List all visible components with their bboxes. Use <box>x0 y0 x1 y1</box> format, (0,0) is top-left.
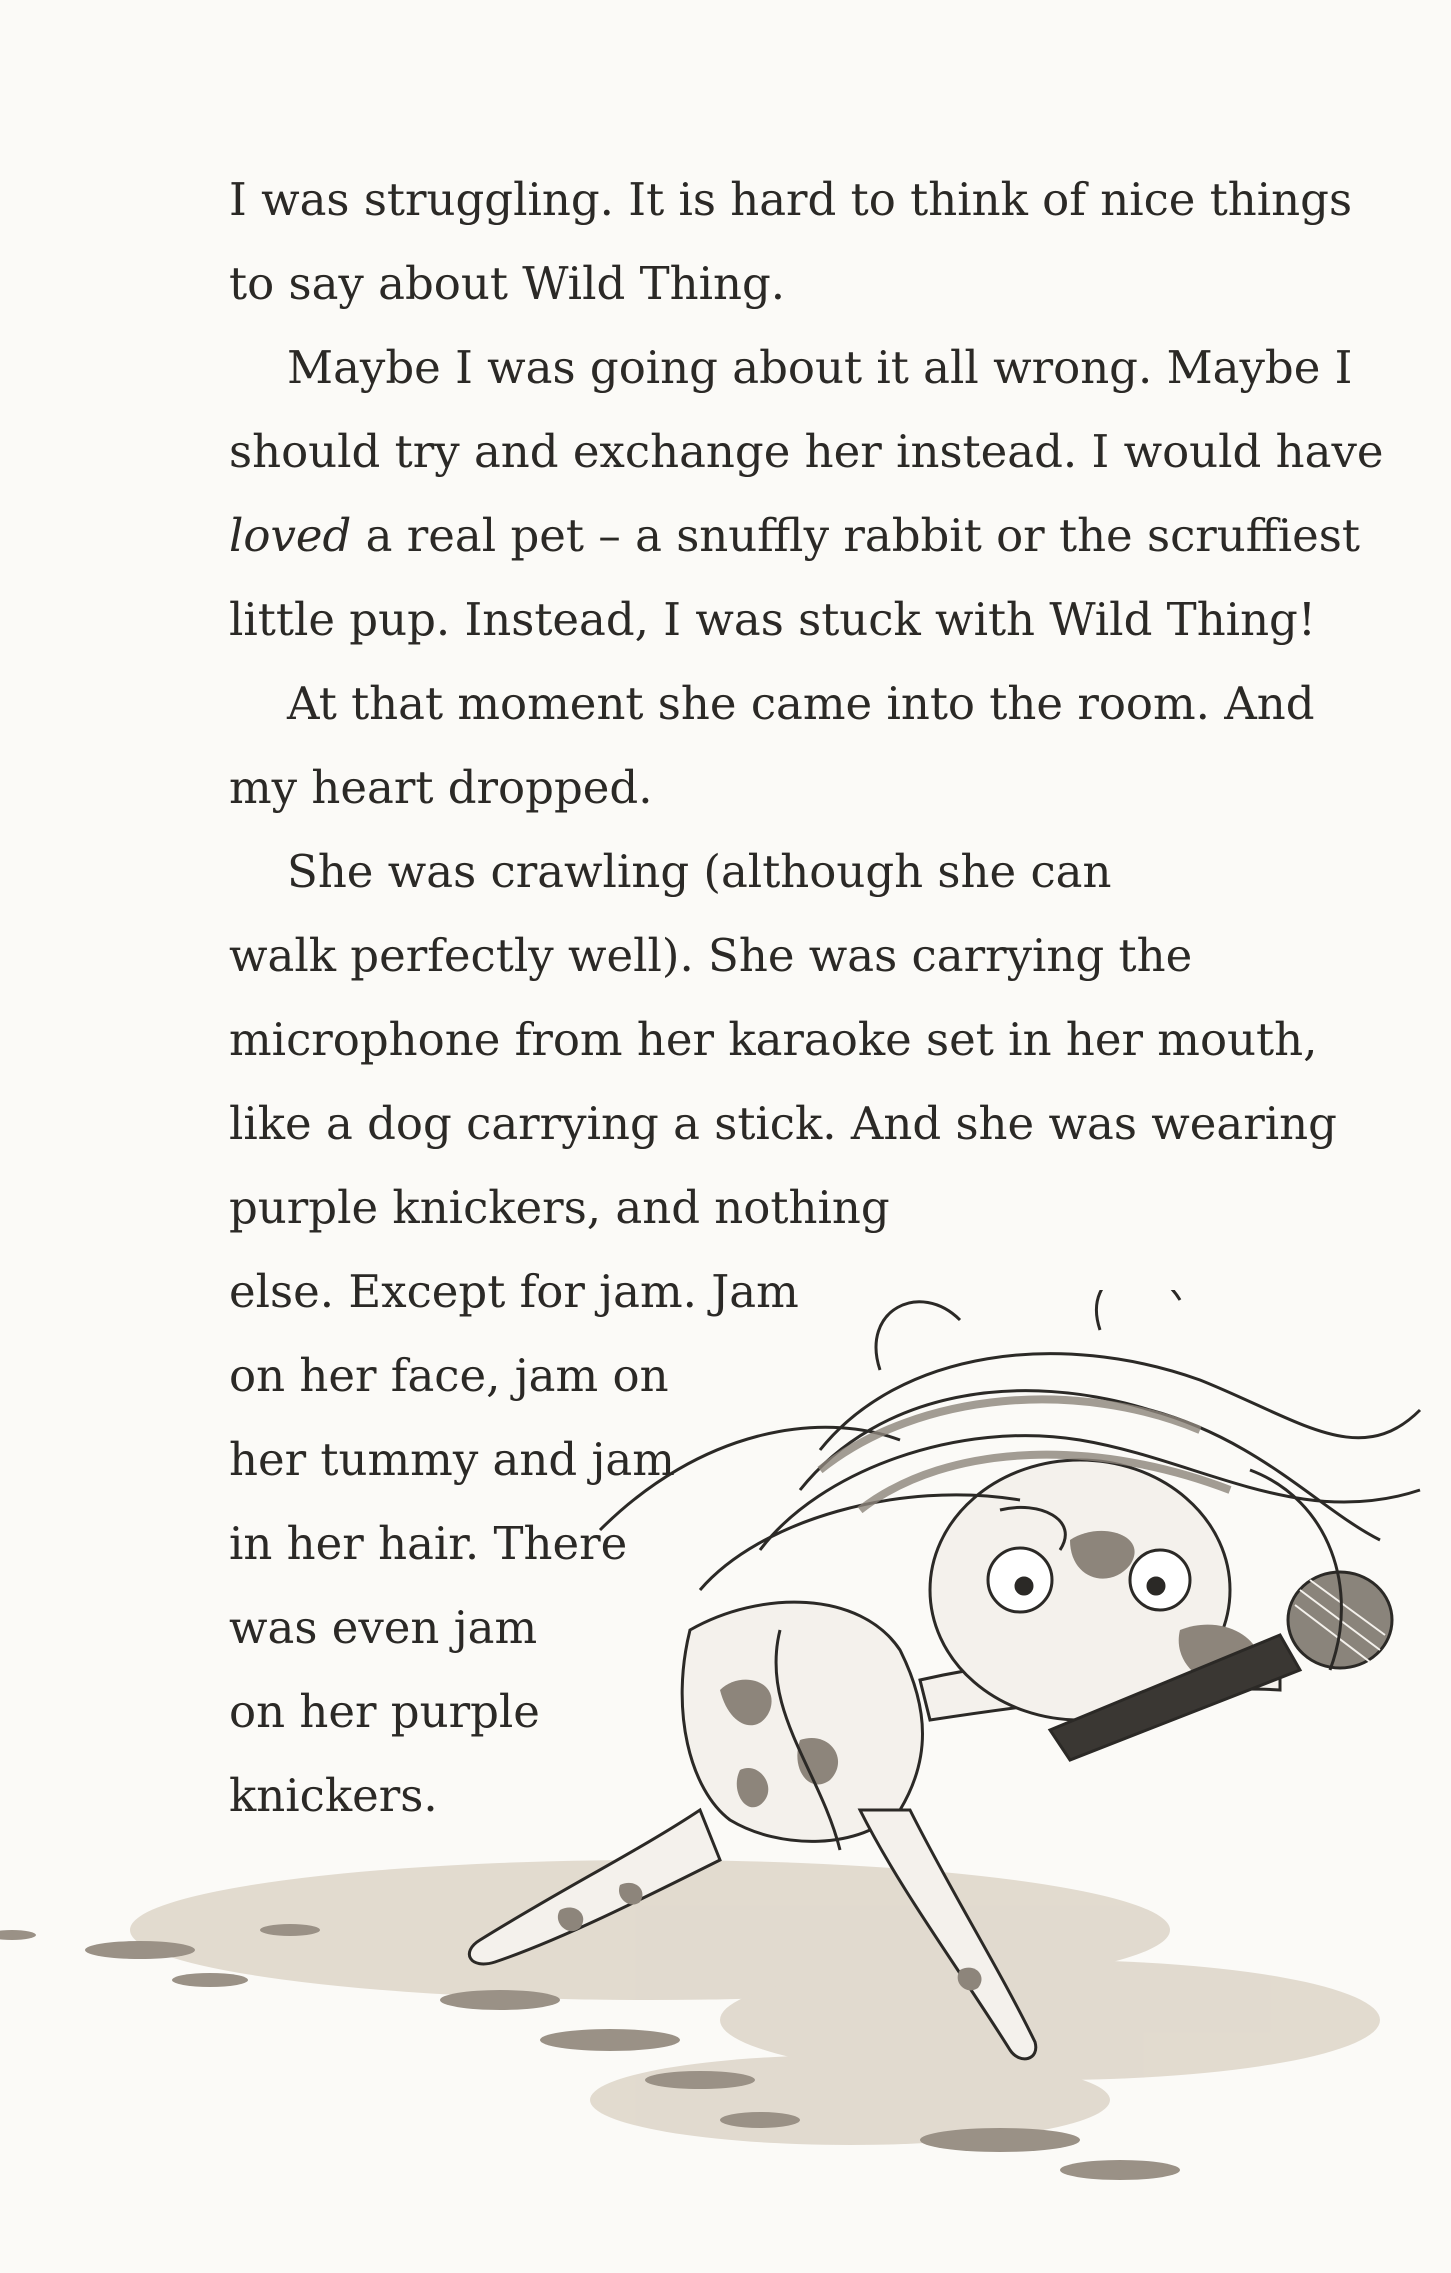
text-line: She was crawling (although she can <box>287 845 1112 898</box>
text-line: Maybe I was going about it all wrong. Maybe I <box>287 341 1353 394</box>
text-line: should try and exchange her instead. I would have <box>229 425 1384 478</box>
text-line: walk perfectly well). She was carrying the <box>229 929 1193 982</box>
text-line: At that moment she came into the room. And <box>287 677 1315 730</box>
text-line: in her hair. There <box>229 1517 628 1570</box>
text-fragment: a real pet – a snuffly rabbit or the scruffiest <box>351 509 1360 562</box>
text-line: on her purple <box>229 1685 540 1738</box>
text-line: was even jam <box>229 1601 538 1654</box>
text-line: purple knickers, and nothing <box>229 1181 890 1234</box>
text-line: I was struggling. It is hard to think of nice things <box>229 173 1353 226</box>
text-line: microphone from her karaoke set in her mouth, <box>229 1013 1318 1066</box>
emphasis-loved: loved <box>229 509 352 562</box>
text-line: her tummy and jam <box>229 1433 675 1486</box>
wild-thing-illustration <box>0 1290 1451 2273</box>
text-line: to say about Wild Thing. <box>229 257 786 310</box>
text-line: on her face, jam on <box>229 1349 669 1402</box>
text-line: knickers. <box>229 1769 438 1822</box>
jam-smear-floor <box>130 1860 1380 2145</box>
text-line: else. Except for jam. Jam <box>229 1265 799 1318</box>
text-line: little pup. Instead, I was stuck with Wild Thing! <box>229 593 1316 646</box>
text-line: like a dog carrying a stick. And she was wearing <box>229 1097 1337 1150</box>
text-line <box>229 506 1360 566</box>
text-line: my heart dropped. <box>229 761 653 814</box>
